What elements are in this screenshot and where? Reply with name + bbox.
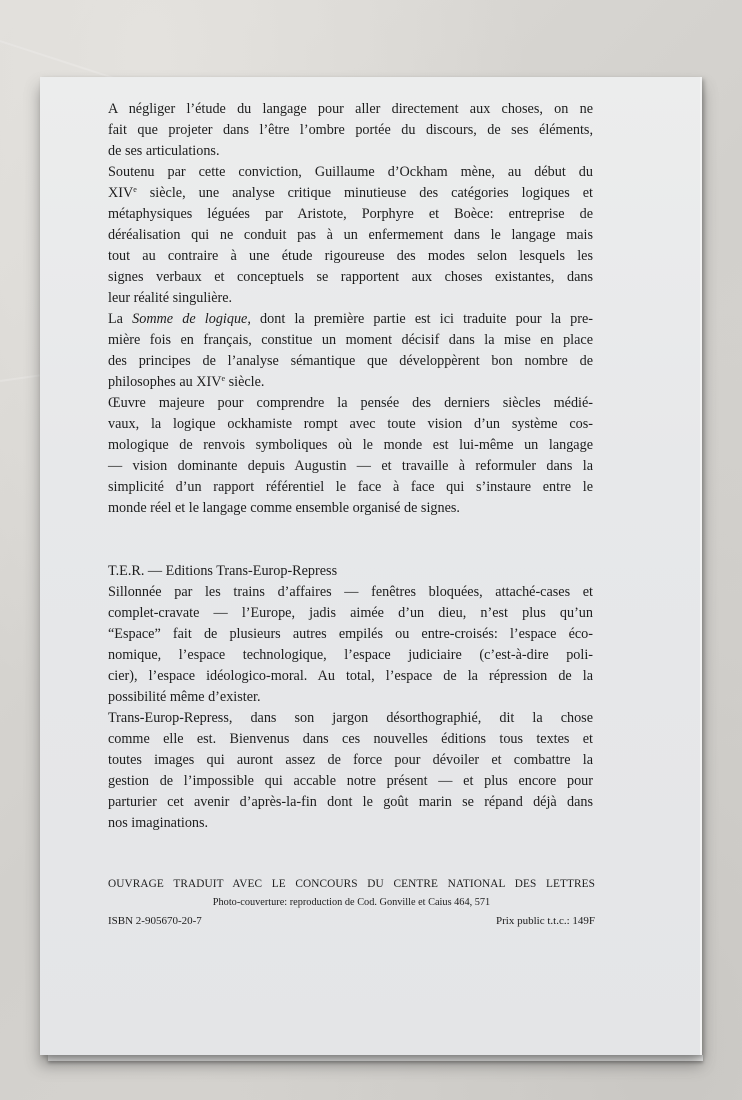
text-line: vaux, la logique ockhamiste rompt avec toute vision d’un système cos- <box>108 416 593 432</box>
back-cover-text <box>108 99 593 834</box>
text-line: toutes images qui auront assez de force pour dévoiler et combattre la <box>108 752 593 768</box>
text-line: des principes de l’analyse sémantique que développèrent bon nombre de <box>108 353 593 369</box>
text-line: “Espace” fait de plusieurs autres empilés ou entre-croisés: l’espace éco- <box>108 626 593 642</box>
isbn-number: ISBN 2-905670-20-7 <box>108 915 202 927</box>
text-line: de ses articulations. <box>108 143 220 159</box>
text-line: parturier cet avenir d’après-la-fin dont le goût marin se répand déjà dans <box>108 794 593 810</box>
isbn-price-row <box>108 912 595 930</box>
text-line: Soutenu par cette conviction, Guillaume d’Ockham mène, au début du <box>108 164 593 180</box>
text-line: mière fois en français, constitue un moment décisif dans la mise en place <box>108 332 593 348</box>
photo-credit: Photo-couverture: reproduction de Cod. Gonville et Caius 464, 571 <box>212 897 491 908</box>
text-line: XIVe siècle, une analyse critique minutieuse des catégories logiques et <box>108 185 593 201</box>
text-line: nos imaginations. <box>108 815 209 831</box>
text-line: T.E.R. — Editions Trans-Europ-Repress <box>108 563 338 579</box>
text-line: monde réel et le langage comme ensemble organisé de signes. <box>108 500 460 516</box>
summary-paragraph <box>108 309 593 393</box>
text-line: complet-cravate — l’Europe, jadis aimée d’un dieu, n’est plus qu’un <box>108 605 593 621</box>
text-line: La Somme de logique, dont la première partie est ici traduite pour la pre- <box>108 311 593 327</box>
text-line: tout au contraire à une étude rigoureuse des modes selon lesquels les <box>108 248 593 264</box>
publisher-paragraph <box>108 708 593 834</box>
book-page-edge <box>48 1055 703 1061</box>
summary-paragraph <box>108 393 593 519</box>
text-line: déréalisation qui ne conduit pas à un enfermement dans le langage mais <box>108 227 593 243</box>
summary-paragraph <box>108 99 593 162</box>
section-gap <box>108 540 593 561</box>
text-line: signes verbaux et conceptuels se rapportent aux choses existantes, dans <box>108 269 593 285</box>
text-line: simplicité d’un rapport référentiel le face à face qui s’instaure entre le <box>108 479 593 495</box>
text-line: Œuvre majeure pour comprendre la pensée des derniers siècles médié- <box>108 395 593 411</box>
publisher-paragraph <box>108 561 593 582</box>
text-line: fait que projeter dans l’être l’ombre portée du discours, de ses éléments, <box>108 122 593 138</box>
text-line: leur réalité singulière. <box>108 290 233 306</box>
text-line: philosophes au XIVe siècle. <box>108 374 265 390</box>
surface-fold-line <box>0 374 40 382</box>
summary-paragraph <box>108 162 593 309</box>
text-line: comme elle est. Bienvenus dans ces nouvelles éditions tous textes et <box>108 731 593 747</box>
summary-section <box>108 99 593 519</box>
text-line: Sillonnée par les trains d’affaires — fenêtres bloquées, attaché-cases et <box>108 584 593 600</box>
text-line: mologique de renvois symboliques où le monde est lui-même un langage <box>108 437 593 453</box>
text-line: gestion de l’impossible qui accable notre présent — et plus encore pour <box>108 773 593 789</box>
text-line: — vision dominante depuis Augustin — et travaille à reformuler dans la <box>108 458 593 474</box>
publisher-section <box>108 561 593 834</box>
text-line: A négliger l’étude du langage pour aller directement aux choses, on ne <box>108 101 593 117</box>
cover-footer <box>108 875 595 930</box>
text-line: possibilité même d’exister. <box>108 689 261 705</box>
publisher-paragraph <box>108 582 593 708</box>
text-line: cier), l’espace idéologico-moral. Au total, l’espace de la répression de la <box>108 668 593 684</box>
translation-credit: OUVRAGE TRADUIT AVEC LE CONCOURS DU CENTRE NATIONAL DES LETTRES <box>108 878 595 890</box>
text-line: nomique, l’espace technologique, l’espace judiciaire (c’est-à-dire poli- <box>108 647 593 663</box>
section-gap <box>108 519 593 540</box>
text-line: métaphysiques léguées par Aristote, Porphyre et Boèce: entreprise de <box>108 206 593 222</box>
price-label: Prix public t.t.c.: 149F <box>496 915 595 927</box>
text-line: Trans-Europ-Repress, dans son jargon désorthographié, dit la chose <box>108 710 593 726</box>
